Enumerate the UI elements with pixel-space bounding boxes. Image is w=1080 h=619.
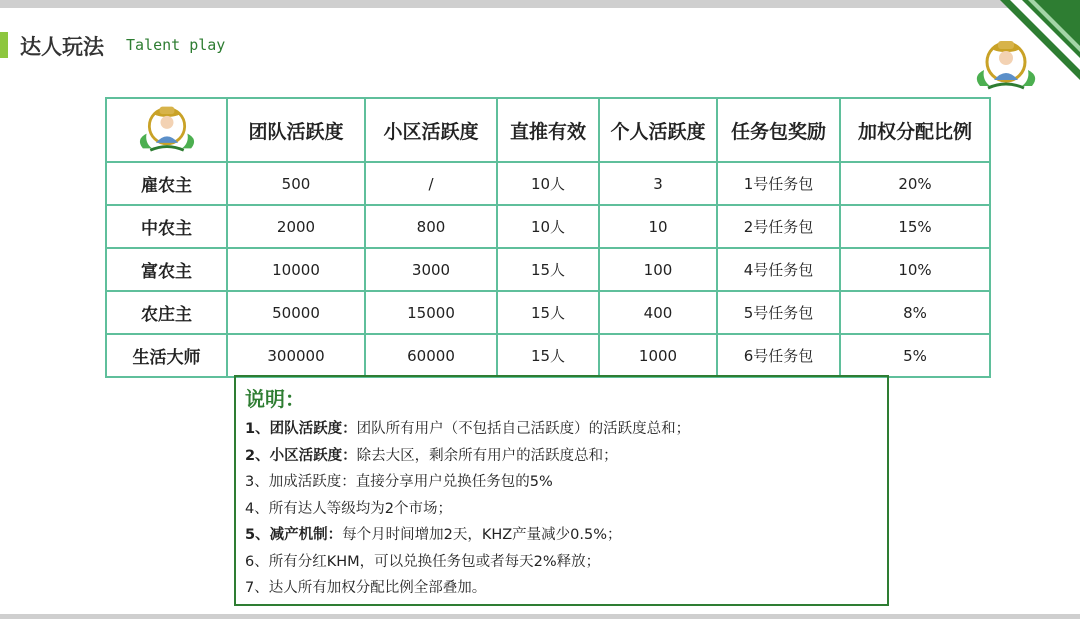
table-cell: 5号任务包: [717, 291, 840, 334]
table-cell: 60000: [365, 334, 497, 377]
table-cell: 50000: [227, 291, 365, 334]
note-term: 2、小区活跃度：: [245, 447, 357, 464]
note-text: 除去大区，剩余所有用户的活跃度总和；: [356, 447, 618, 464]
column-header: 任务包奖励: [717, 98, 840, 162]
title-accent-bar: [0, 32, 8, 58]
note-text: 团队所有用户（不包括自己活跃度）的活跃度总和；: [356, 421, 691, 437]
row-level-label: 农庄主: [106, 291, 227, 334]
table-row: [106, 205, 990, 248]
page-subtitle: Talent play: [126, 36, 226, 54]
row-level-label: 中农主: [106, 205, 227, 248]
table-cell: 2000: [227, 205, 365, 248]
column-header: 加权分配比例: [840, 98, 990, 162]
table-cell: 3: [599, 162, 717, 205]
table-cell: 10000: [227, 248, 365, 291]
table-cell: 6号任务包: [717, 334, 840, 377]
column-header: 个人活跃度: [599, 98, 717, 162]
note-line: [245, 575, 877, 602]
note-text: 3、加成活跃度：直接分享用户兑换任务包的5%: [245, 474, 553, 490]
note-line: [245, 522, 877, 549]
table-cell: 10: [599, 205, 717, 248]
row-level-label: 富农主: [106, 248, 227, 291]
table-cell: 20%: [840, 162, 990, 205]
column-header: 团队活跃度: [227, 98, 365, 162]
table-cell: 5%: [840, 334, 990, 377]
note-term: 5、减产机制：: [245, 527, 343, 543]
table-cell: 1000: [599, 334, 717, 377]
farmer-logo-icon: [132, 102, 202, 154]
note-line: [245, 549, 877, 576]
notes-box: [234, 375, 889, 606]
note-term: 1、团队活跃度：: [245, 421, 357, 437]
bottom-bar: [0, 614, 1080, 619]
note-line: [245, 443, 877, 470]
table-row: [106, 248, 990, 291]
note-line: [245, 416, 877, 443]
column-header: 直推有效: [497, 98, 599, 162]
row-level-label: 生活大师: [106, 334, 227, 377]
table-header-row: [106, 98, 990, 162]
table-cell: 15人: [497, 248, 599, 291]
table-row: [106, 291, 990, 334]
top-bar: [0, 0, 1080, 8]
note-text: 7、达人所有加权分配比例全部叠加。: [245, 580, 487, 596]
talent-level-table: [105, 97, 991, 378]
table-cell: 800: [365, 205, 497, 248]
note-text: 每个月时间增加2天，KHZ产量减少0.5%；: [342, 527, 622, 543]
row-level-label: 雇农主: [106, 162, 227, 205]
table-cell: 15人: [497, 291, 599, 334]
table-cell: 100: [599, 248, 717, 291]
table-cell: 10人: [497, 162, 599, 205]
note-line: [245, 496, 877, 523]
table-cell: 3000: [365, 248, 497, 291]
table-cell: 8%: [840, 291, 990, 334]
header-logo-cell: [106, 98, 227, 162]
table-cell: 10%: [840, 248, 990, 291]
table-cell: 4号任务包: [717, 248, 840, 291]
notes-title: 说明：: [245, 387, 305, 411]
farmer-logo-icon: [970, 36, 1042, 92]
table-cell: 400: [599, 291, 717, 334]
page-title: 达人玩法: [20, 35, 104, 59]
table-cell: 1号任务包: [717, 162, 840, 205]
note-text: 4、所有达人等级均为2个市场；: [245, 500, 452, 517]
table-cell: 300000: [227, 334, 365, 377]
table-row: [106, 162, 990, 205]
table-cell: 500: [227, 162, 365, 205]
table-cell: 15000: [365, 291, 497, 334]
table-row: [106, 334, 990, 377]
column-header: 小区活跃度: [365, 98, 497, 162]
note-line: [245, 469, 877, 496]
table-cell: 15%: [840, 205, 990, 248]
table-cell: 10人: [497, 205, 599, 248]
table-cell: /: [365, 162, 497, 205]
table-cell: 2号任务包: [717, 205, 840, 248]
note-text: 6、所有分红KHM，可以兑换任务包或者每天2%释放；: [245, 553, 601, 570]
table-cell: 15人: [497, 334, 599, 377]
